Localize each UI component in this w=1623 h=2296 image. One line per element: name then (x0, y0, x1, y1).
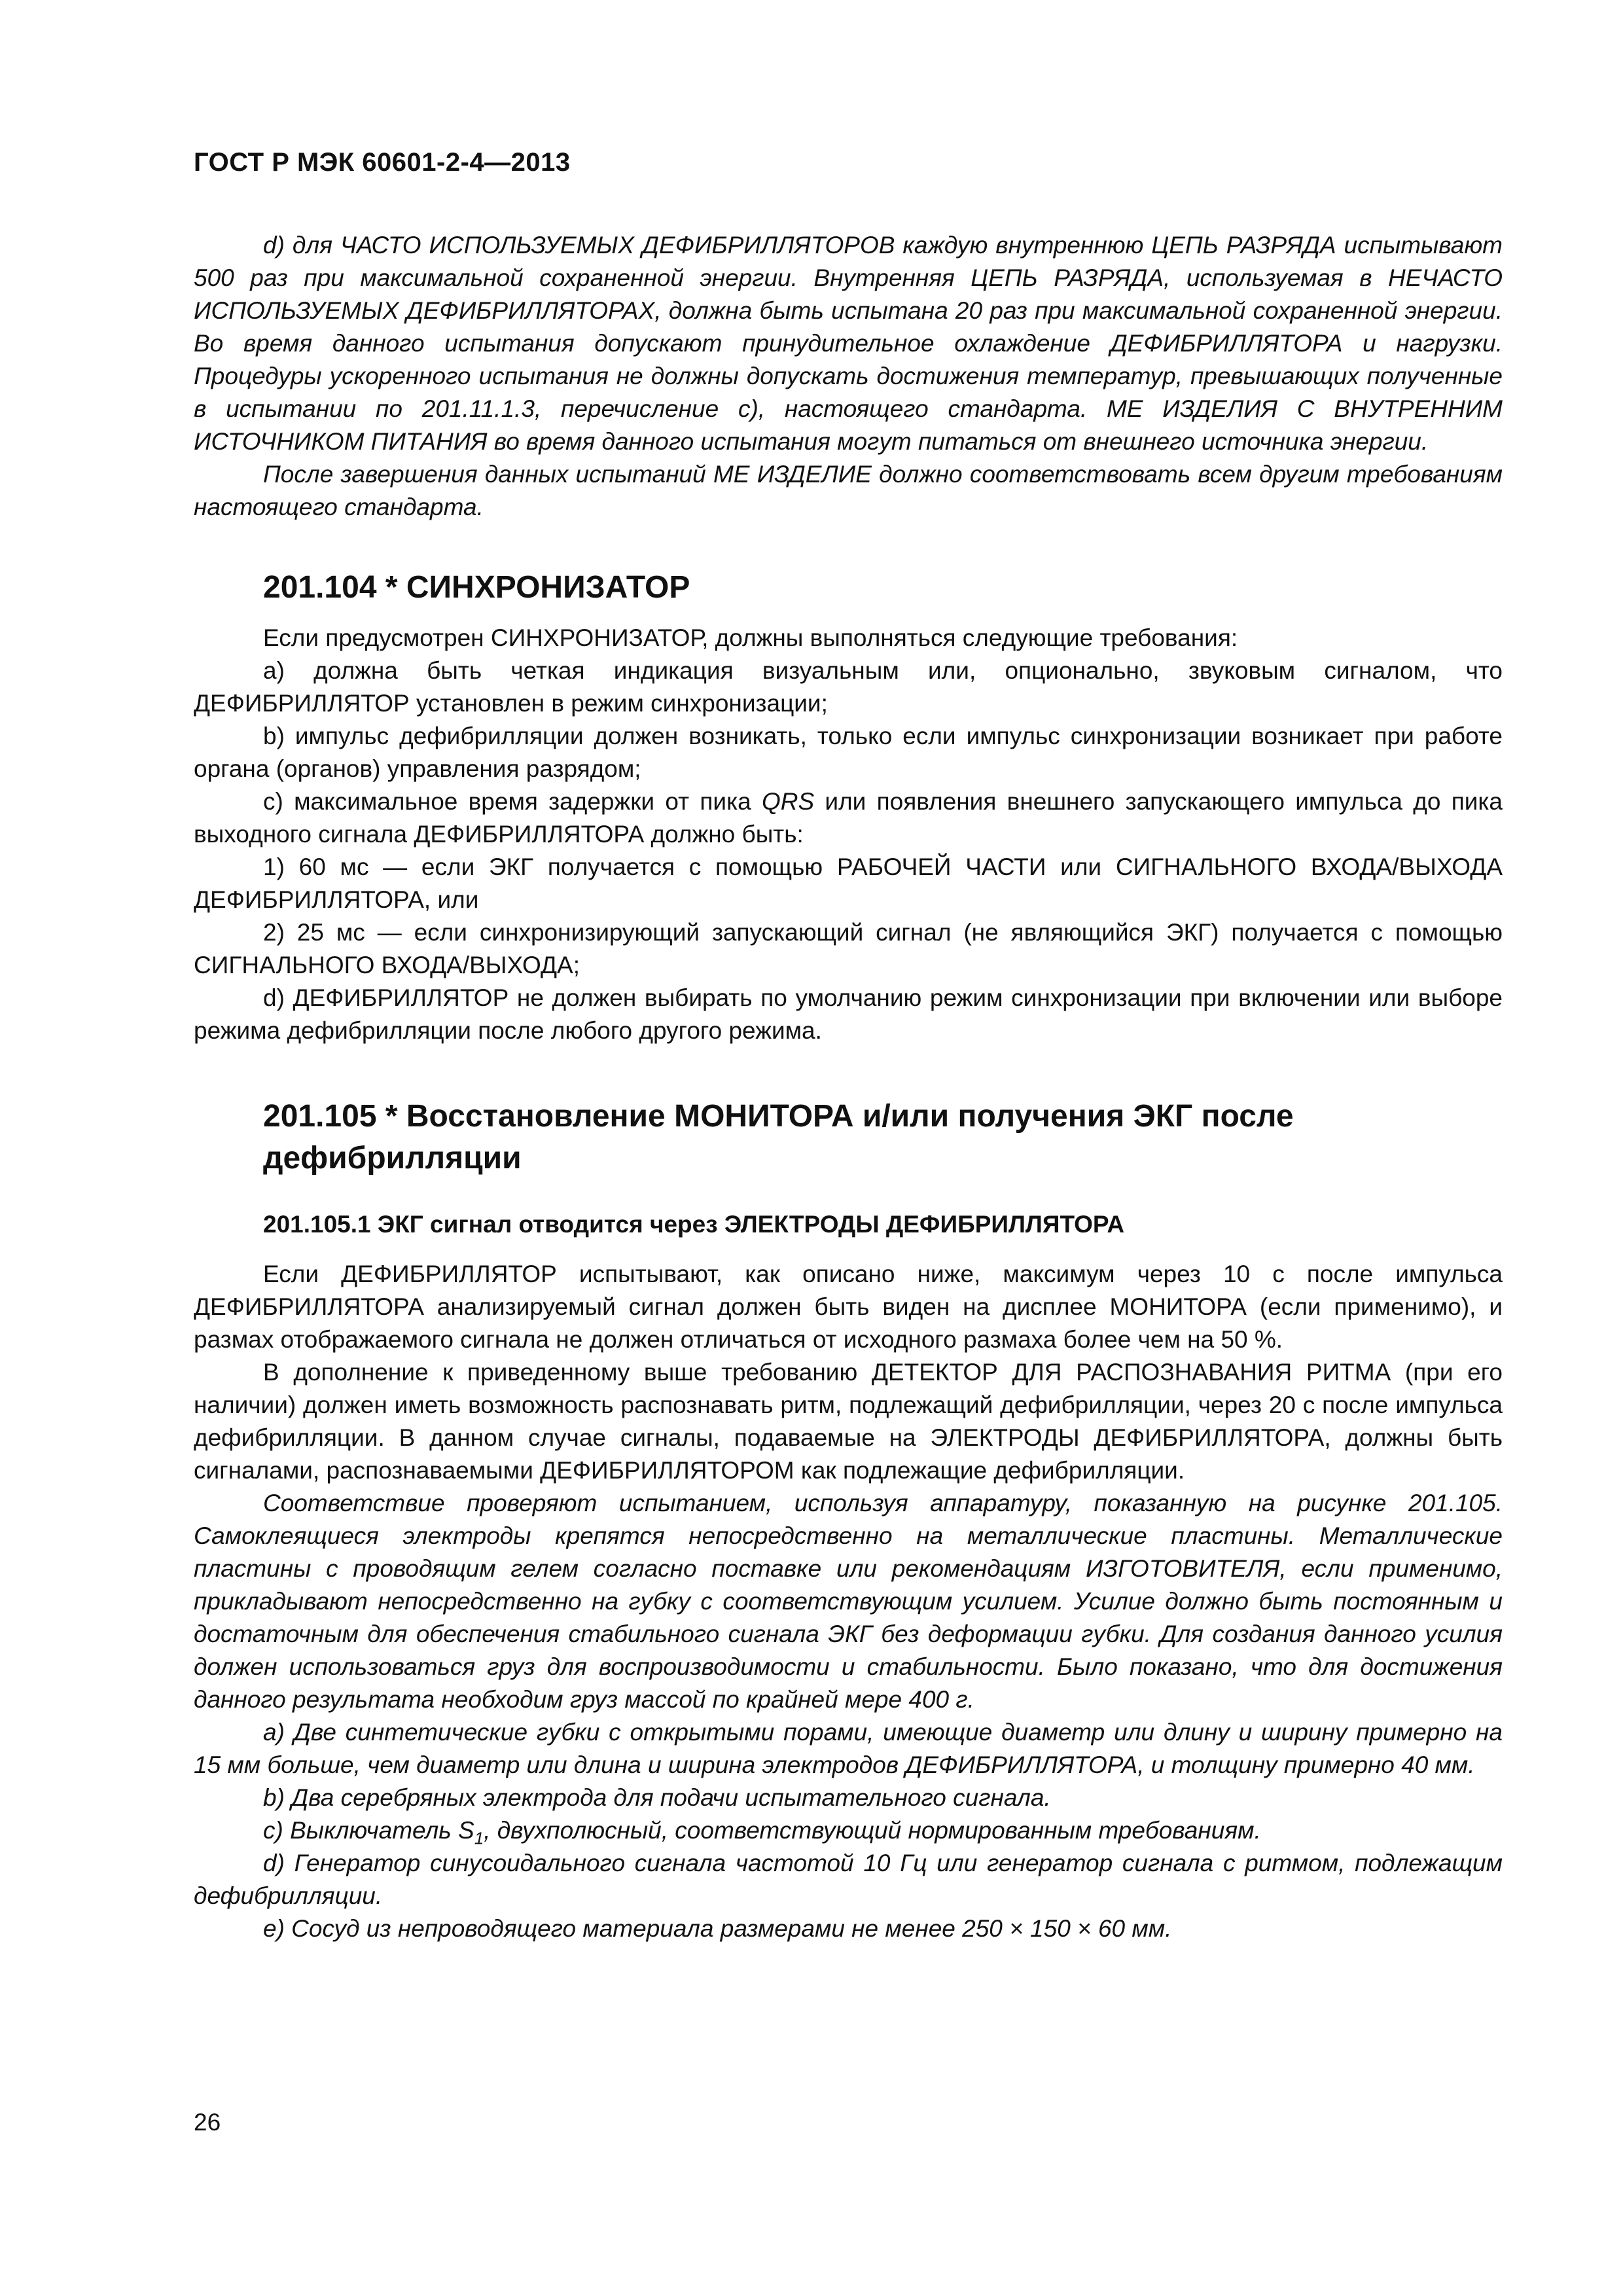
sync-paragraph-c-end: или появления внешнего запускающего импульса до пика выходного сигнала ДЕФИБРИЛЛЯТОРА должно быть: (194, 788, 1503, 848)
intro-paragraph-d: d) для ЧАСТО ИСПОЛЬЗУЕМЫХ ДЕФИБРИЛЛЯТОРОВ каждую внутреннюю ЦЕПЬ РАЗРЯДА испытывают 500 раз при максимальной сохраненной энергии. Внутренняя ЦЕПЬ РАЗРЯДА, используемая в НЕЧАСТО ИСПОЛЬЗУЕМЫХ ДЕФИБРИЛЛЯТОРАХ, должна быть испытана 20 раз при максимальной сохраненной энергии. Во время данного испытания допускают принудительное охлаждение ДЕФИБРИЛЛЯТОРА и нагрузки. Процедуры ускоренного испытания не должны допускать достижения температур, превышающих полученные в испытании по 201.11.1.3, перечисление с), настоящего стандарта. МЕ ИЗДЕЛИЯ С ВНУТРЕННИМ ИСТОЧНИКОМ ПИТАНИЯ во время данного испытания могут питаться от внешнего источника энергии. (194, 232, 1503, 455)
sync-paragraph-2: 2) 25 мс — если синхронизирующий запускающий сигнал (не являющийся ЭКГ) получается с помощью СИГНАЛЬНОГО ВХОДА/ВЫХОДА; (194, 919, 1503, 978)
equipment-item-b: b) Два серебряных электрода для подачи испытательного сигнала. (263, 1784, 1051, 1811)
subsection-heading-201-105-1: 201.105.1 ЭКГ сигнал отводится через ЭЛЕКТРОДЫ ДЕФИБРИЛЛЯТОРА (263, 1211, 1125, 1238)
page-number: 26 (194, 2109, 221, 2136)
document-header: ГОСТ Р МЭК 60601-2-4—2013 (194, 148, 571, 177)
equipment-item-c-start: c) Выключатель S (263, 1817, 474, 1844)
equipment-item-a: a) Две синтетические губки с открытыми порами, имеющие диаметр или длину и ширину примерно на 15 мм больше, чем диаметр или длина и ширина электродов ДЕФИБРИЛЛЯТОРА, и толщину примерно 40 мм. (194, 1719, 1503, 1778)
document-body (194, 229, 1503, 1945)
equipment-item-c-end: , двухполюсный, соответствующий нормированным требованиям. (484, 1817, 1261, 1844)
sync-paragraph-a: a) должна быть четкая индикация визуальным или, опционально, звуковым сигналом, что ДЕФИБРИЛЛЯТОР установлен в режим синхронизации; (194, 657, 1503, 717)
switch-subscript: 1 (474, 1828, 484, 1848)
sync-paragraph-intro: Если предусмотрен СИНХРОНИЗАТОР, должны выполняться следующие требования: (263, 624, 1238, 651)
restore-paragraph-2: В дополнение к приведенному выше требованию ДЕТЕКТОР ДЛЯ РАСПОЗНАВАНИЯ РИТМА (при его наличии) должен иметь возможность распознавать ритм, подлежащий дефибрилляции, через 20 с после импульса дефибрилляции. В данном случае сигналы, подаваемые на ЭЛЕКТРОДЫ ДЕФИБРИЛЛЯТОРА, должны быть сигналами, распознаваемыми ДЕФИБРИЛЛЯТОРОМ как подлежащие дефибрилляции. (194, 1359, 1503, 1484)
equipment-item-e: e) Сосуд из непроводящего материала размерами не менее 250 × 150 × 60 мм. (263, 1915, 1172, 1942)
section-heading-201-105: 201.105 * Восстановление МОНИТОРА и/или получения ЭКГ после дефибрилляции (263, 1099, 1294, 1175)
sync-paragraph-c (194, 785, 1503, 851)
intro-paragraph-conclusion: После завершения данных испытаний МЕ ИЗДЕЛИЕ должно соответствовать всем другим требованиям настоящего стандарта. (194, 461, 1503, 520)
equipment-item-d: d) Генератор синусоидального сигнала частотой 10 Гц или генератор сигнала с ритмом, подлежащим дефибрилляции. (194, 1850, 1503, 1909)
sync-paragraph-c-start: c) максимальное время задержки от пика (263, 788, 762, 815)
sync-paragraph-1: 1) 60 мс — если ЭКГ получается с помощью РАБОЧЕЙ ЧАСТИ или СИГНАЛЬНОГО ВХОДА/ВЫХОДА ДЕФИБРИЛЛЯТОРА, или (194, 853, 1503, 913)
compliance-paragraph: Соответствие проверяют испытанием, используя аппаратуру, показанную на рисунке 201.105. Самоклеящиеся электроды крепятся непосредственно на металлические пластины. Металлические пластины с проводящим гелем согласно поставке или рекомендациям ИЗГОТОВИТЕЛЯ, если применимо, прикладывают непосредственно на губку с соответствующим усилием. Усилие должно быть постоянным и достаточным для обеспечения стабильного сигнала ЭКГ без деформации губки. Для создания данного усилия должен использоваться груз для воспроизводимости и стабильности. Было показано, что для достижения данного результата необходим груз массой по крайней мере 400 г. (194, 1490, 1503, 1713)
restore-paragraph-1: Если ДЕФИБРИЛЛЯТОР испытывают, как описано ниже, максимум через 10 с после импульса ДЕФИБРИЛЛЯТОРА анализируемый сигнал должен быть виден на дисплее МОНИТОРА (если применимо), и размах отображаемого сигнала не должен отличаться от исходного размаха более чем на 50 %. (194, 1261, 1503, 1353)
sync-paragraph-b: b) импульс дефибрилляции должен возникать, только если импульс синхронизации возникает при работе органа (органов) управления разрядом; (194, 723, 1503, 782)
sync-paragraph-d: d) ДЕФИБРИЛЛЯТОР не должен выбирать по умолчанию режим синхронизации при включении или выборе режима дефибрилляции после любого другого режима. (194, 984, 1503, 1044)
equipment-item-c (194, 1814, 1503, 1847)
section-heading-201-104: 201.104 * СИНХРОНИЗАТОР (263, 570, 690, 605)
qrs-term: QRS (761, 788, 815, 815)
